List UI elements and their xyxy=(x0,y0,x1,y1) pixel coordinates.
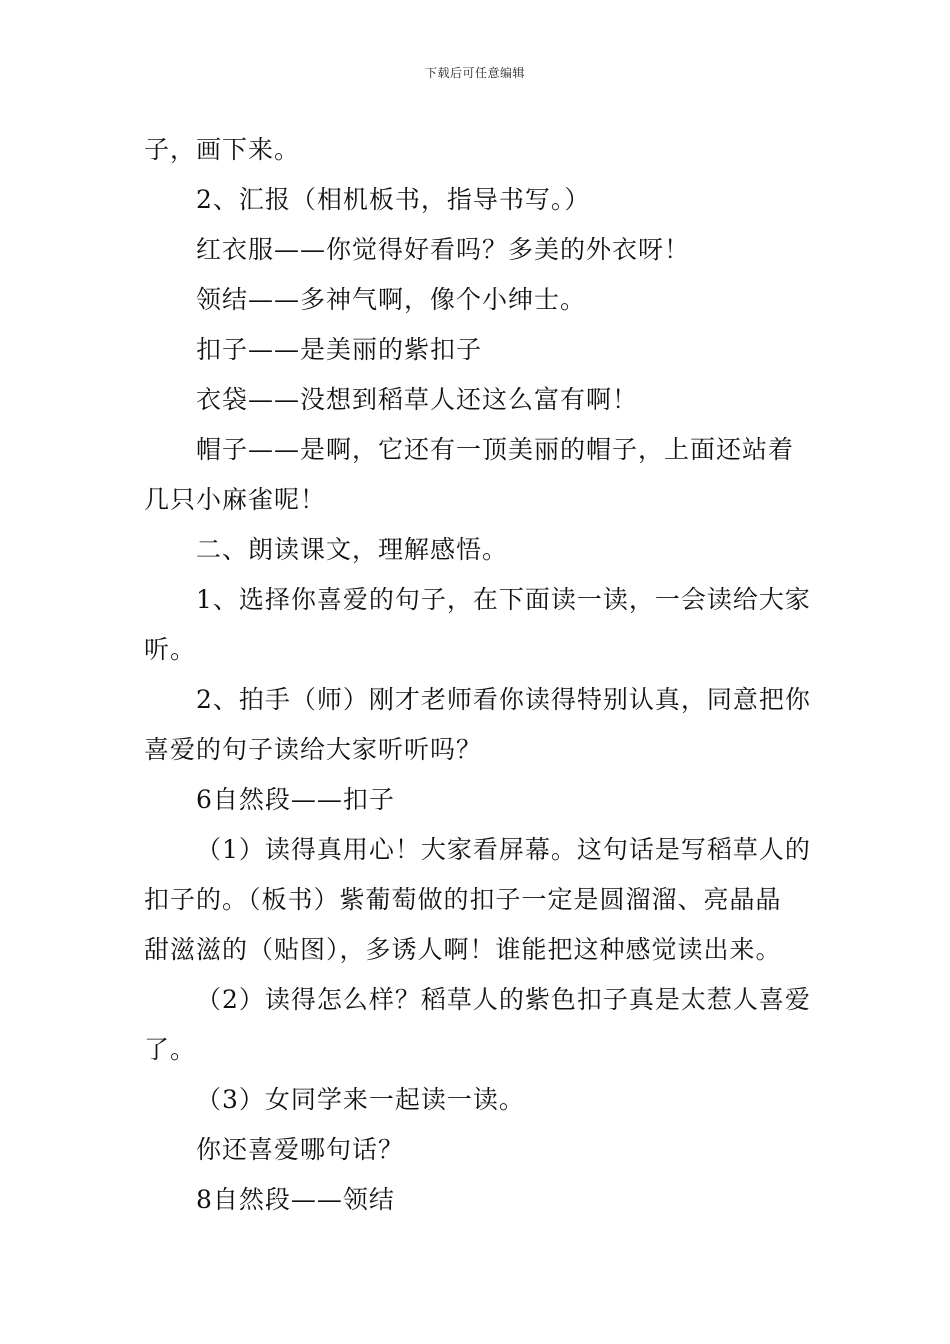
text-line: 8自然段——领结 xyxy=(196,1185,395,1214)
text-line: 听。 xyxy=(144,635,197,664)
text-line: 1、选择你喜爱的句子，在下面读一读，一会读给大家 xyxy=(196,585,811,614)
text-line: 2、拍手（师）刚才老师看你读得特别认真，同意把你 xyxy=(196,685,811,714)
text-line: 二、朗读课文，理解感悟。 xyxy=(196,535,509,564)
text-line: 扣子的。（板书）紫葡萄做的扣子一定是圆溜溜、亮晶晶 xyxy=(144,885,782,914)
text-line: 帽子——是啊，它还有一顶美丽的帽子，上面还站着 xyxy=(196,435,795,464)
text-line: 2、汇报（相机板书，指导书写。） xyxy=(196,185,591,214)
text-line: 衣袋——没想到稻草人还这么富有啊！ xyxy=(196,385,639,414)
text-line: 喜爱的句子读给大家听听吗？ xyxy=(144,735,483,764)
text-line: 几只小麻雀呢！ xyxy=(144,485,327,514)
text-line: 你还喜爱哪句话？ xyxy=(196,1135,405,1164)
text-line: 子，画下来。 xyxy=(144,135,301,164)
text-line: （2）读得怎么样？稻草人的紫色扣子真是太惹人喜爱 xyxy=(196,985,811,1014)
text-line: （1）读得真用心！大家看屏幕。这句话是写稻草人的 xyxy=(196,835,811,864)
text-line: 6自然段——扣子 xyxy=(196,785,395,814)
text-line: 甜滋滋的（贴图），多诱人啊！谁能把这种感觉读出来。 xyxy=(144,935,782,964)
text-line: 红衣服——你觉得好看吗？多美的外衣呀！ xyxy=(196,235,691,264)
text-line: （3）女同学来一起读一读。 xyxy=(196,1085,525,1114)
text-line: 了。 xyxy=(144,1035,197,1064)
page-header: 下载后可任意编辑 xyxy=(424,66,525,80)
text-line: 扣子——是美丽的紫扣子 xyxy=(196,335,483,364)
text-line: 领结——多神气啊，像个小绅士。 xyxy=(196,285,587,314)
